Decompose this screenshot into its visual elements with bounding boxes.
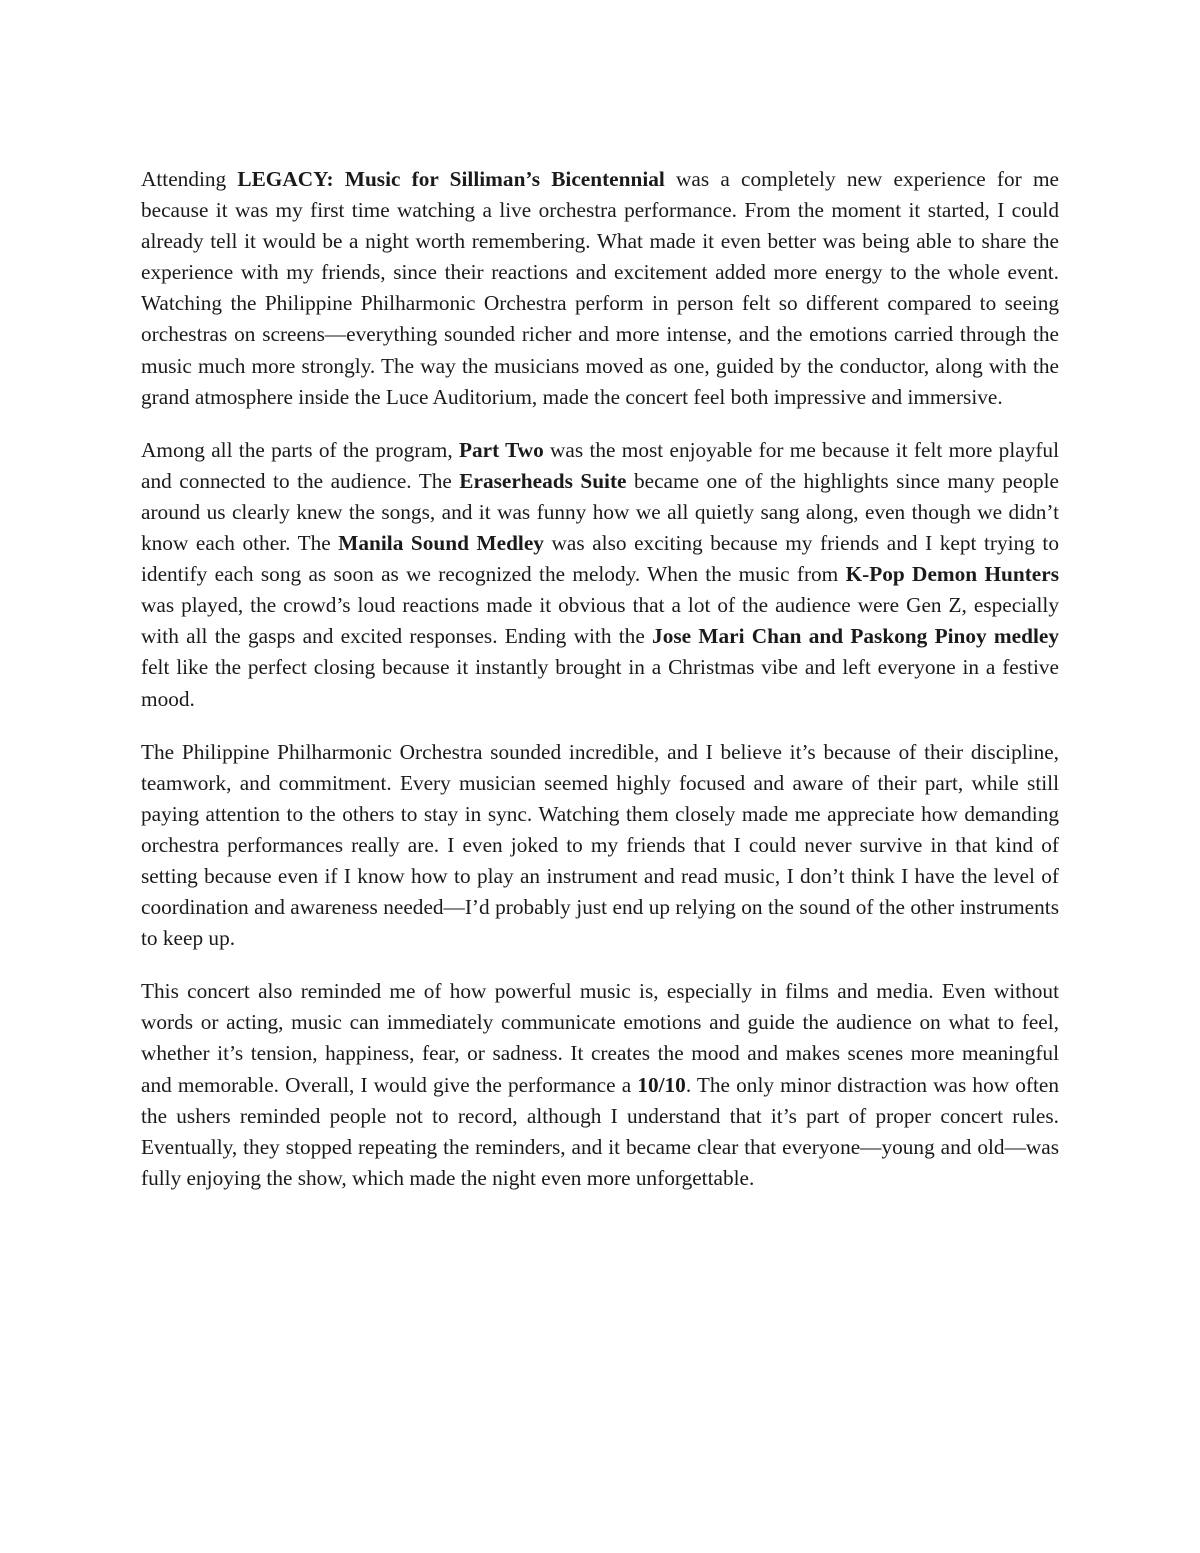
text-run: felt like the perfect closing because it instantly brought in a Christmas vibe and left everyone in a festive mood.: [141, 655, 1059, 711]
text-run: Attending: [141, 167, 238, 191]
bold-eraserheads-suite: Eraserheads Suite: [459, 468, 627, 493]
paragraph-4: [141, 976, 1059, 1194]
document-body: [141, 164, 1059, 1216]
text-run: was a completely new experience for me because it was my first time watching a live orchestra performance. From the moment it started, I could already tell it would be a night worth remembering. What made it even better was being able to share the experience with my friends, since their reactions and excitement added more energy to the whole event. Watching the Philippine Philharmonic Orchestra perform in person felt so different compared to seeing orchestras on screens—everything sounded richer and more intense, and the emotions carried through the music much more strongly. The way the musicians moved as one, guided by the conductor, along with the grand atmosphere inside the Luce Auditorium, made the concert feel both impressive and immersive.: [141, 167, 1059, 409]
text-run: . The only minor distraction was how often the ushers reminded people not to record, although I understand that it’s part of proper concert rules. Eventually, they stopped repeating the reminders, and it became clear that everyone—young and old—was fully enjoying the show, which made the night even more unforgettable.: [141, 1072, 1059, 1190]
paragraph-1: [141, 164, 1059, 413]
text-run: was the most enjoyable for me because it felt more playful and connected to the audience. The: [141, 437, 1060, 493]
text-run: became one of the highlights since many people around us clearly knew the songs, and it was funny how we all quietly sang along, even though we didn’t know each other. The: [141, 468, 1059, 556]
text-run: This concert also reminded me of how powerful music is, especially in films and media. Even without words or acting, music can immediately communicate emotions and guide the audience on what to feel, whether it’s tension, happiness, fear, or sadness. It creates the mood and makes scenes more meaningful and memorable. Overall, I would give the performance a: [141, 979, 1059, 1097]
bold-title-legacy: LEGACY: Music for Silliman’s Bicentennial: [237, 167, 665, 191]
bold-jose-mari-chan-medley: Jose Mari Chan and Paskong Pinoy medley: [652, 624, 1059, 649]
bold-rating: 10/10: [637, 1072, 686, 1097]
text-run: The Philippine Philharmonic Orchestra sounded incredible, and I believe it’s because of their discipline, teamwork, and commitment. Every musician seemed highly focused and aware of their part, while still paying attention to the others to stay in sync. Watching them closely made me appreciate how demanding orchestra performances really are. I even joked to my friends that I could never survive in that kind of setting because even if I know how to play an instrument and read music, I don’t think I have the level of coordination and awareness needed—I’d probably just end up relying on the sound of the other instruments to keep up.: [141, 739, 1059, 951]
text-run: Among all the parts of the program,: [141, 437, 459, 462]
paragraph-2: [141, 435, 1059, 715]
bold-kpop-demon-hunters: K-Pop Demon Hunters: [845, 562, 1059, 587]
text-run: was also exciting because my friends and I kept trying to identify each song as soon as we recognized the melody. When the music from: [141, 531, 1059, 587]
paragraph-3: [141, 737, 1059, 955]
text-run: was played, the crowd’s loud reactions made it obvious that a lot of the audience were Gen Z, especially with all the gasps and excited responses. Ending with the: [141, 593, 1059, 649]
bold-manila-sound-medley: Manila Sound Medley: [338, 531, 544, 556]
bold-part-two: Part Two: [458, 437, 544, 462]
